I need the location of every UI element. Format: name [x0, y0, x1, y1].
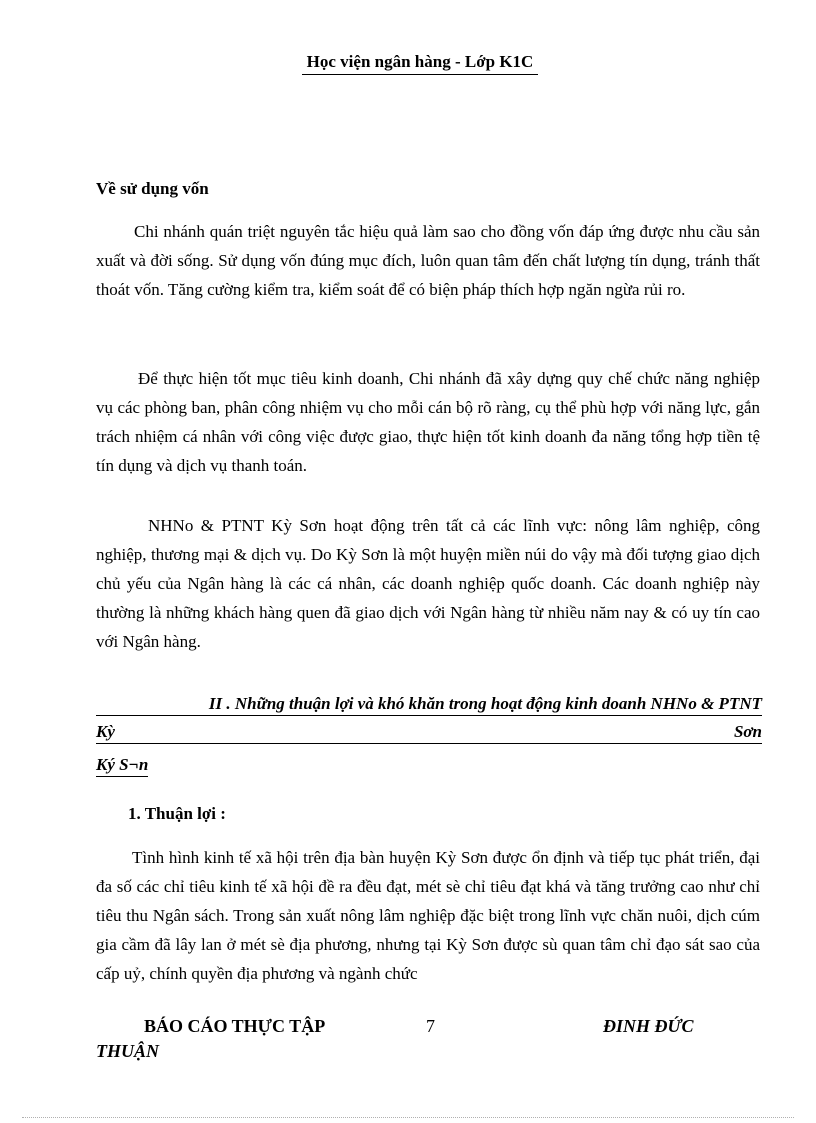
section-heading-use-of-capital: Về sử dụng vốn [96, 179, 209, 198]
paragraph-economic-situation: Tình hình kinh tế xã hội trên địa bàn huyện Kỳ Sơn được ổn định và tiếp tục phát triển, đại đa số các chỉ tiêu kinh tế xã hội đề ra đều đạt, mét sè chỉ tiêu đạt khá và tăng trưởng cao như chỉ tiêu thu Ngân sách. Trong sản xuất nông lâm nghiệp đặc biệt trong lĩnh vực chăn nuôi, dịch cúm gia cầm đã lây lan ở mét sè địa phương, nhưng tại Kỳ Sơn được sù quan tâm chỉ đạo sát sao của cấp uỷ, chính quyền địa phương và ngành chức [96, 848, 760, 983]
paragraph-fields-of-activity: NHNo & PTNT Kỳ Sơn hoạt động trên tất cả các lĩnh vực: nông lâm nghiệp, công nghiệp, thương mại & dịch vụ. Do Kỳ Sơn là một huyện miền núi do vậy mà đối tượng giao dịch chủ yếu của Ngân hàng là các cá nhân, các doanh nghiệp quốc doanh. Các doanh nghiệp này thường là những khách hàng quen đã giao dịch với Ngân hàng từ nhiều năm nay & có uy tín cao với Ngân hàng. [96, 516, 760, 651]
section-two-heading-line2-right: Sơn [733, 722, 762, 741]
paragraph-capital-principle: Chi nhánh quán triệt nguyên tắc hiệu quả làm sao cho đồng vốn đáp ứng được nhu cầu sản xuất và đời sống. Sử dụng vốn đúng mục đích, luôn quan tâm đến chất lượng tín dụng, tránh thất thoát vốn. Tăng cường kiểm tra, kiểm soát để có biện pháp thích hợp ngăn ngừa rủi ro. [96, 222, 760, 299]
paragraph-business-goals: Để thực hiện tốt mục tiêu kinh doanh, Chi nhánh đã xây dựng quy chế chức năng nghiệp vụ các phòng ban, phân công nhiệm vụ cho mỗi cán bộ rõ ràng, cụ thể phù hợp với năng lực, gắn trách nhiệm cá nhân với công việc được giao, thực hiện tốt kinh doanh đa năng tổng hợp tiền tệ tín dụng và dịch vụ thanh toán. [96, 369, 760, 475]
section-two-heading-line2-left: Kỳ [96, 722, 115, 741]
section-two-heading [96, 693, 762, 777]
footer-report-title: BÁO CÁO THỰC TẬP [144, 1016, 326, 1036]
footer-author-line1: ĐINH ĐỨC [603, 1016, 694, 1036]
section-two-heading-line3: Ký S¬n [96, 754, 148, 777]
section-two-heading-line1: II . Những thuận lợi và khó khăn trong hoạt động kinh doanh NHNo & PTNT [96, 693, 762, 716]
footer-author-line2: THUẬN [96, 1041, 159, 1061]
footer-page-number: 7 [426, 1016, 435, 1036]
page-header-title: Học viện ngân hàng - Lớp K1C [302, 52, 538, 75]
section-two-heading-line2 [96, 721, 762, 744]
subheading-advantages: 1. Thuận lợi : [128, 804, 226, 823]
page-bottom-divider [22, 1117, 794, 1118]
